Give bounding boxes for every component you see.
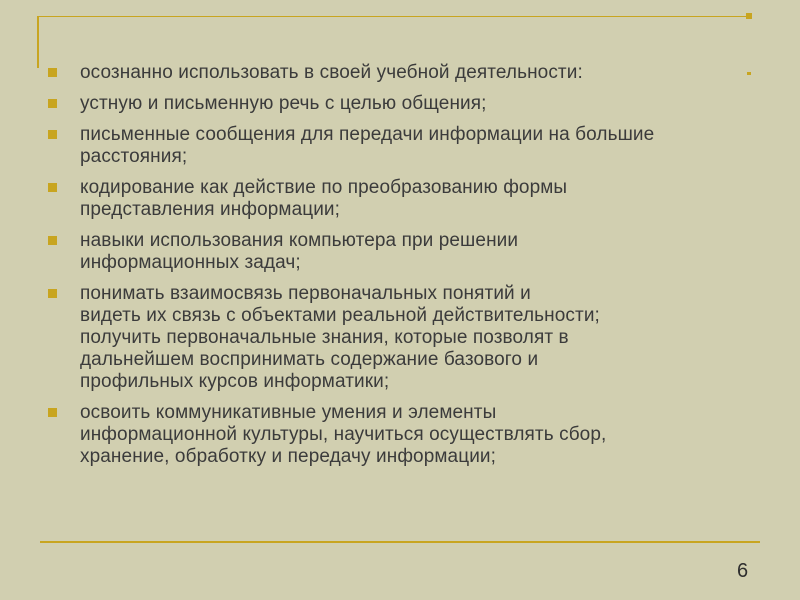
bullet-text-line: письменные сообщения для передачи информации на большие — [80, 124, 655, 145]
bullet-text-line: дальнейшем воспринимать содержание базового и — [80, 349, 539, 370]
bullet-item — [48, 402, 758, 468]
page-number: 6 — [737, 560, 749, 582]
bullet-text-line: расстояния; — [80, 146, 188, 167]
bullet-item — [48, 124, 758, 168]
bullet-text-line: получить первоначальные знания, которые позволят в — [80, 327, 569, 348]
bullet-text-line: освоить коммуникативные умения и элементы — [80, 402, 497, 423]
corner-square-decoration — [746, 13, 752, 19]
bullet-text-line: представления информации; — [80, 199, 341, 220]
square-bullet-icon — [48, 408, 57, 417]
bullet-text-line: видеть их связь с объектами реальной действительности; — [80, 305, 600, 326]
bullet-text-line: профильных курсов информатики; — [80, 371, 390, 392]
bullet-text-line: хранение, обработку и передачу информации; — [80, 446, 497, 467]
bottom-rule — [40, 541, 760, 543]
bullet-item — [48, 230, 758, 274]
bullet-text-line: устную и письменную речь с целью общения; — [80, 93, 487, 114]
square-bullet-icon — [48, 236, 57, 245]
bullet-text-line: информационных задач; — [80, 252, 301, 273]
square-bullet-icon — [48, 130, 57, 139]
bullet-text-line: кодирование как действие по преобразованию формы — [80, 177, 568, 198]
bullet-list — [48, 62, 758, 477]
bullet-item — [48, 62, 758, 84]
bullet-text-line: осознанно использовать в своей учебной деятельности: — [80, 62, 583, 83]
top-rule — [37, 16, 747, 17]
square-bullet-icon — [48, 68, 57, 77]
bullet-text-line: информационной культуры, научиться осуществлять сбор, — [80, 424, 607, 445]
square-bullet-icon — [48, 99, 57, 108]
bullet-item — [48, 283, 758, 393]
square-bullet-icon — [48, 183, 57, 192]
square-bullet-icon — [48, 289, 57, 298]
left-rule — [37, 16, 39, 68]
bullet-text-line: понимать взаимосвязь первоначальных понятий и — [80, 283, 531, 304]
bullet-item — [48, 93, 758, 115]
bullet-text-line: навыки использования компьютера при решении — [80, 230, 519, 251]
bullet-item — [48, 177, 758, 221]
